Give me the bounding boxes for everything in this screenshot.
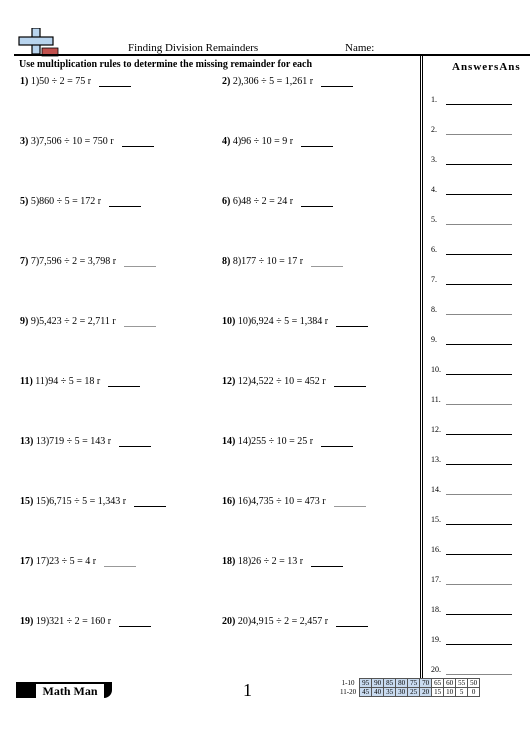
problem-item: [222, 436, 353, 447]
answer-line: [431, 335, 437, 344]
problem-item: [222, 316, 368, 327]
answer-line-label: 8.: [431, 305, 437, 314]
page-number: 1: [243, 680, 252, 700]
answer-line: [431, 545, 441, 554]
problem-number: 11): [20, 376, 33, 387]
answer-line-label: 4.: [431, 185, 437, 194]
answer-line-label: 19.: [431, 635, 441, 644]
answer-blank[interactable]: [321, 78, 353, 87]
answer-blank[interactable]: [108, 378, 140, 387]
answer-blank[interactable]: [99, 78, 131, 87]
problem-number: 12): [222, 376, 236, 387]
answer-line-underline[interactable]: [446, 674, 512, 675]
problem-text: 9)5,423 ÷ 2 = 2,711 r: [30, 316, 116, 327]
problem-number: 10): [222, 316, 236, 327]
problem-item: [20, 316, 156, 327]
problem-item: [222, 616, 368, 627]
problem-number: 5): [20, 196, 29, 207]
problem-item: [222, 496, 366, 507]
answer-line: [431, 425, 441, 434]
footer-brand-text: Math Man: [36, 684, 104, 699]
score-row: [338, 679, 480, 688]
answer-line: [431, 575, 441, 584]
problem-item: [20, 376, 140, 387]
answer-line: [431, 275, 437, 284]
problem-item: [222, 376, 366, 387]
problem-text: 17)23 ÷ 5 = 4 r: [35, 556, 97, 567]
answer-line-underline[interactable]: [446, 434, 512, 435]
answer-line-underline[interactable]: [446, 614, 512, 615]
score-cell: 60: [444, 679, 456, 688]
problem-text: 6)48 ÷ 2 = 24 r: [232, 196, 294, 207]
answer-blank[interactable]: [301, 138, 333, 147]
problem-item: [222, 196, 333, 207]
problem-item: [20, 496, 166, 507]
answer-line-underline[interactable]: [446, 554, 512, 555]
problem-text: 2),306 ÷ 5 = 1,261 r: [232, 76, 314, 87]
problem-text: 13)719 ÷ 5 = 143 r: [35, 436, 112, 447]
answer-line-label: 2.: [431, 125, 437, 134]
problem-text: 19)321 ÷ 2 = 160 r: [35, 616, 112, 627]
answer-line-underline[interactable]: [446, 524, 512, 525]
score-cell: 25: [408, 688, 420, 697]
answer-line-underline[interactable]: [446, 494, 512, 495]
footer-brand-logo: [16, 682, 112, 698]
problem-number: 8): [222, 256, 231, 267]
score-row-label: 11-20: [340, 688, 357, 696]
answer-line: [431, 305, 437, 314]
score-cell: 75: [408, 679, 420, 688]
answer-line-underline[interactable]: [446, 584, 512, 585]
answer-line-label: 3.: [431, 155, 437, 164]
answer-line-label: 6.: [431, 245, 437, 254]
problem-number: 14): [222, 436, 236, 447]
answer-line-label: 13.: [431, 455, 441, 464]
problem-text: 20)4,915 ÷ 2 = 2,457 r: [237, 616, 329, 627]
answer-blank[interactable]: [301, 198, 333, 207]
name-label: Name:: [345, 42, 375, 54]
answer-line-underline[interactable]: [446, 284, 512, 285]
answer-line: [431, 245, 437, 254]
problem-item: [20, 256, 156, 267]
score-row: [338, 688, 480, 697]
answer-line-underline[interactable]: [446, 134, 512, 135]
problem-number: 7): [20, 256, 29, 267]
problem-item: [20, 136, 154, 147]
problem-text: 5)860 ÷ 5 = 172 r: [30, 196, 102, 207]
score-cell: 45: [360, 688, 372, 697]
problem-item: [20, 196, 141, 207]
answer-line: [431, 605, 441, 614]
answer-line: [431, 215, 437, 224]
answer-blank[interactable]: [311, 558, 343, 567]
problem-text: 4)96 ÷ 10 = 9 r: [232, 136, 294, 147]
answer-blank[interactable]: [321, 438, 353, 447]
problem-number: 6): [222, 196, 231, 207]
problem-number: 3): [20, 136, 29, 147]
answer-blank[interactable]: [336, 618, 368, 627]
score-cell: 90: [372, 679, 384, 688]
answers-title: AnswersAns: [452, 61, 521, 73]
answer-line-underline[interactable]: [446, 164, 512, 165]
answer-line-label: 17.: [431, 575, 441, 584]
problem-item: [20, 556, 136, 567]
answer-blank[interactable]: [334, 378, 366, 387]
answer-blank[interactable]: [311, 258, 343, 267]
problem-number: 20): [222, 616, 236, 627]
score-cell: 35: [384, 688, 396, 697]
answer-line-underline[interactable]: [446, 344, 512, 345]
problem-item: [222, 556, 343, 567]
score-cell: 40: [372, 688, 384, 697]
answer-blank[interactable]: [124, 318, 156, 327]
problem-number: 13): [20, 436, 34, 447]
answer-line: [431, 155, 437, 164]
problem-text: 11)94 ÷ 5 = 18 r: [35, 376, 101, 387]
answer-line-underline[interactable]: [446, 224, 512, 225]
answer-line-underline[interactable]: [446, 194, 512, 195]
answer-line: [431, 515, 441, 524]
problem-text: 18)26 ÷ 2 = 13 r: [237, 556, 304, 567]
instructions: Use multiplication rules to determine the missing remainder for each: [19, 59, 313, 70]
score-cell: 70: [420, 679, 432, 688]
answer-line-label: 20.: [431, 665, 441, 674]
score-cell: 15: [432, 688, 444, 697]
answer-line-underline[interactable]: [446, 374, 512, 375]
score-cell: 65: [432, 679, 444, 688]
answer-line: [431, 455, 441, 464]
answer-blank[interactable]: [124, 258, 156, 267]
answer-line: [431, 365, 441, 374]
score-cell: 30: [396, 688, 408, 697]
score-cell: 80: [396, 679, 408, 688]
problem-number: 15): [20, 496, 34, 507]
answer-blank[interactable]: [119, 438, 151, 447]
answer-blank[interactable]: [119, 618, 151, 627]
problem-item: [20, 616, 151, 627]
problem-text: 8)177 ÷ 10 = 17 r: [232, 256, 304, 267]
score-cell: 55: [456, 679, 468, 688]
answer-line-label: 10.: [431, 365, 441, 374]
answer-line-label: 7.: [431, 275, 437, 284]
score-cell: 50: [468, 679, 480, 688]
score-cell: 10: [444, 688, 456, 697]
answer-line-label: 9.: [431, 335, 437, 344]
score-row-label: 1-10: [341, 679, 355, 687]
problem-text: 1)50 ÷ 2 = 75 r: [30, 76, 92, 87]
answer-line: [431, 185, 437, 194]
problem-number: 17): [20, 556, 34, 567]
answer-line: [431, 635, 441, 644]
answer-line-label: 12.: [431, 425, 441, 434]
answer-blank[interactable]: [334, 498, 366, 507]
problem-text: 3)7,506 ÷ 10 = 750 r: [30, 136, 114, 147]
answer-blank[interactable]: [109, 198, 141, 207]
problem-text: 15)6,715 ÷ 5 = 1,343 r: [35, 496, 127, 507]
answer-blank[interactable]: [104, 558, 136, 567]
score-cell: 0: [468, 688, 480, 697]
answer-line-underline[interactable]: [446, 644, 512, 645]
answer-line: [431, 95, 437, 104]
answer-line-underline[interactable]: [446, 464, 512, 465]
problem-item: [20, 76, 131, 87]
score-cell: 85: [384, 679, 396, 688]
answer-line-label: 18.: [431, 605, 441, 614]
problem-number: 18): [222, 556, 236, 567]
answer-line-label: 15.: [431, 515, 441, 524]
answer-line-underline[interactable]: [446, 104, 512, 105]
problem-item: [20, 436, 151, 447]
problem-number: 2): [222, 76, 231, 87]
worksheet-title: Finding Division Remainders: [128, 42, 259, 54]
problem-number: 9): [20, 316, 29, 327]
score-cell: 20: [420, 688, 432, 697]
problem-text: 7)7,596 ÷ 2 = 3,798 r: [30, 256, 117, 267]
answer-line-label: 11.: [431, 395, 441, 404]
answer-line-underline[interactable]: [446, 314, 512, 315]
score-cell: 95: [360, 679, 372, 688]
problem-number: 16): [222, 496, 236, 507]
problem-text: 10)6,924 ÷ 5 = 1,384 r: [237, 316, 329, 327]
answer-line-label: 14.: [431, 485, 441, 494]
answer-blank[interactable]: [336, 318, 368, 327]
answer-line-underline[interactable]: [446, 254, 512, 255]
problem-number: 1): [20, 76, 29, 87]
answer-line-underline[interactable]: [446, 404, 512, 405]
problem-text: 14)255 ÷ 10 = 25 r: [237, 436, 314, 447]
problem-number: 19): [20, 616, 34, 627]
problem-text: 16)4,735 ÷ 10 = 473 r: [237, 496, 326, 507]
problem-text: 12)4,522 ÷ 10 = 452 r: [237, 376, 326, 387]
problem-item: [222, 76, 353, 87]
answer-line: [431, 125, 437, 134]
answer-blank[interactable]: [122, 138, 154, 147]
answer-line: [431, 665, 441, 674]
answer-line: [431, 485, 441, 494]
problem-item: [222, 136, 333, 147]
answer-line-label: 1.: [431, 95, 437, 104]
score-table: [338, 678, 480, 697]
problem-number: 4): [222, 136, 231, 147]
answer-line-label: 16.: [431, 545, 441, 554]
answer-line: [431, 395, 441, 404]
answer-line-label: 5.: [431, 215, 437, 224]
answer-blank[interactable]: [134, 498, 166, 507]
score-cell: 5: [456, 688, 468, 697]
problem-item: [222, 256, 343, 267]
